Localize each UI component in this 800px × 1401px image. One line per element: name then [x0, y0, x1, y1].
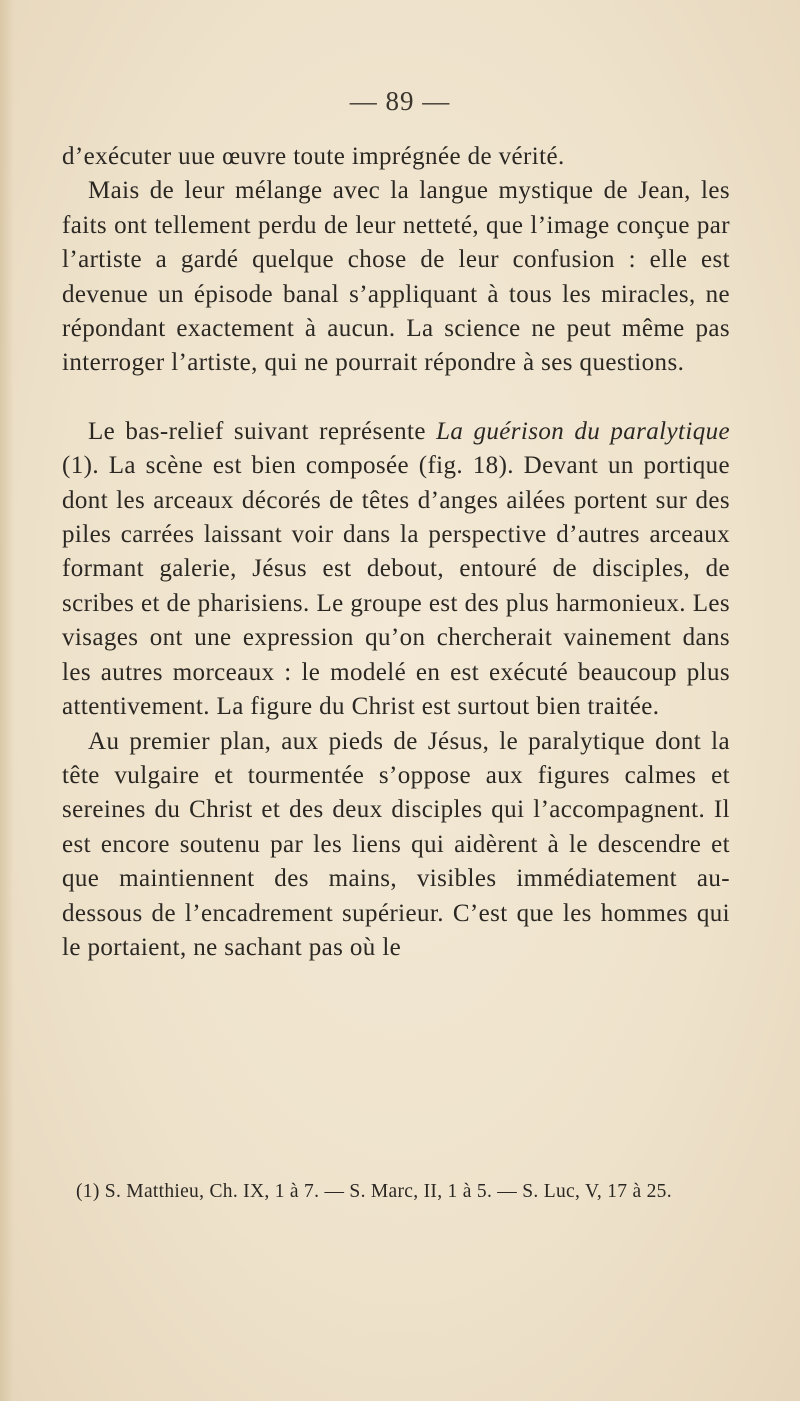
paragraph-2: Mais de leur mélange avec la langue mystique de Jean, les faits ont tellement perdu de leur netteté, que l’image conçue par l’artiste a gardé quelque chose de leur confusion : elle est devenue un épisode banal s’appliquant à tous les miracles, ne répondant exactement à aucun. La science ne peut même pas interroger l’artiste, qui ne pourrait répondre à ses questions.	[62, 177, 730, 377]
page-number: — 89 —	[349, 86, 451, 116]
paragraph-3-rest: (1). La scène est bien composée (fig. 18). Devant un portique dont les arceaux décorés de têtes d’anges ailées portent sur des piles carrées laissant voir dans la perspective d’autres arceaux formant galerie, Jésus est debout, entouré de disciples, de scribes et de pharisiens. Le groupe est des plus harmonieux. Les visages ont une expression qu’on chercherait vainement dans les autres morceaux : le modelé en est exécuté beaucoup plus attentivement. La figure du Christ est surtout bien traitée.	[62, 452, 730, 721]
body-text	[62, 140, 730, 965]
footnote: (1) S. Matthieu, Ch. IX, 1 à 7. — S. Marc, II, 1 à 5. — S. Luc, V, 17 à 25.	[76, 1181, 672, 1202]
paragraph-4: Au premier plan, aux pieds de Jésus, le paralytique dont la tête vulgaire et tourmentée s’oppose aux figures calmes et sereines du Christ et des deux disciples qui l’accompagnent. Il est encore soutenu par les liens qui aidèrent à le descendre et que maintiennent des mains, visibles immédiatement au-dessous de l’encadrement supérieur. C’est que les hommes qui le portaient, ne sachant pas où le	[62, 727, 730, 961]
paragraph-1: d’exécuter uue œuvre toute imprégnée de vérité.	[62, 143, 565, 170]
page-edge-shadow	[0, 0, 14, 1401]
paragraph-3-start: Le bas-relief suivant représente	[88, 417, 437, 445]
artwork-title: La guérison du paralytique	[436, 417, 731, 445]
paragraph-3	[62, 415, 730, 725]
